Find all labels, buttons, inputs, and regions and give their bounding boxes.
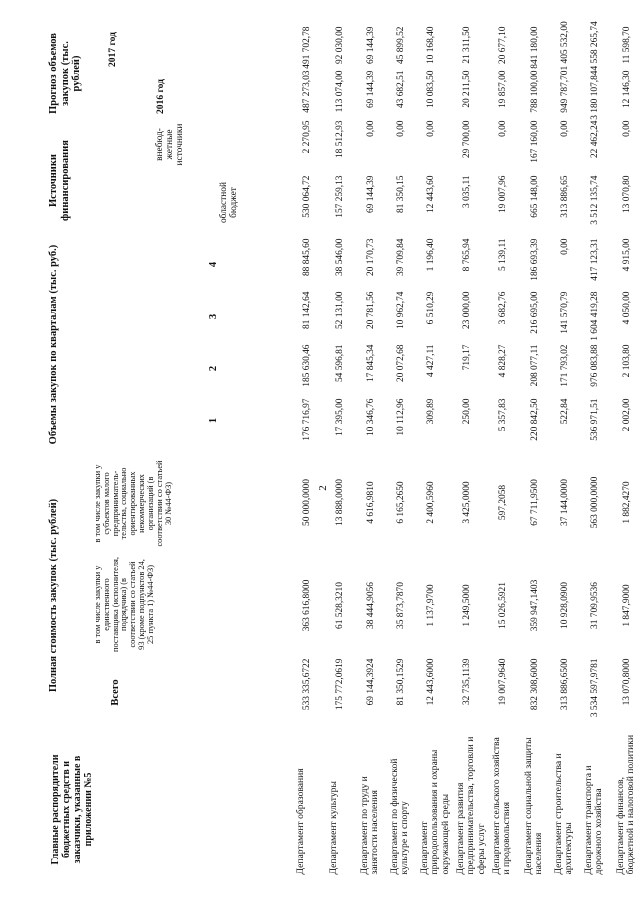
cell-quarter-4: 8 765,94 [462, 238, 472, 271]
cell-offbudget: 0,00 [560, 120, 570, 137]
cell-y2017: 20 677,10 [498, 26, 508, 64]
header-source-group: Источники финансирования [48, 139, 71, 221]
row-name: Департамент финансов, бюджетной и налоговой политики [615, 734, 637, 874]
cell-regional: 69 144,39 [366, 175, 376, 213]
cell-regional: 3 035,11 [462, 175, 472, 208]
cell-y2016: 10 083,50 [426, 70, 436, 108]
cell-quarter-3: 52 131,00 [335, 291, 345, 329]
row-name: Департамент развития предпринимательства, торговли и сферы услуг [455, 736, 487, 874]
cell-total: 12 443,6000 [426, 658, 436, 705]
header-regional-budget: областной бюджет [219, 181, 239, 223]
cell-y2017: 841 180,00 [530, 26, 540, 69]
cell-small: 563 000,0000 [590, 476, 600, 528]
cell-quarter-3: 20 781,56 [366, 291, 376, 329]
cell-total: 81 350,1529 [396, 658, 406, 705]
cell-quarter-2: 54 596,81 [335, 344, 345, 382]
cell-total: 69 144,3924 [366, 658, 376, 705]
cell-quarter-2: 719,17 [462, 344, 472, 370]
cell-y2017: 69 144,39 [366, 26, 376, 64]
cell-offbudget: 0,00 [498, 120, 508, 137]
cell-quarter-4: 1 196,40 [426, 238, 436, 271]
cell-single: 38 444,9056 [366, 581, 376, 629]
header-total: Всего [110, 678, 121, 706]
cell-offbudget: 0,00 [426, 120, 436, 137]
cell-quarter-1: 17 395,00 [335, 398, 345, 436]
row-name: Департамент по физической культуре и спорту [389, 758, 411, 874]
cell-single: 1 847,9000 [622, 583, 632, 627]
cell-small: 597,2058 [498, 484, 508, 520]
cell-quarter-3: 23 000,00 [462, 291, 472, 329]
cell-small: 13 888,0000 [335, 478, 345, 526]
cell-quarter-2: 171 793,02 [560, 344, 570, 387]
row-name: Департамент сельского хозяйства и продовольствия [491, 736, 513, 874]
header-small-business: в том числе закупки у субъектов малого предприниматель-тельства, социально ориентированных некоммерческих организаций (в соответствии со статьей 30 №44-ФЗ) [93, 459, 173, 547]
row-name: Департамент транспорта и дорожного хозяйства [583, 764, 605, 874]
cell-quarter-2: 20 072,68 [396, 344, 406, 382]
cell-regional: 19 007,96 [498, 175, 508, 213]
cell-offbudget: 0,00 [366, 120, 376, 137]
cell-offbudget: 167 160,00 [530, 120, 540, 163]
header-forecast-group: Прогноз объемов закупок (тыс. рублей) [48, 32, 83, 114]
cell-quarter-4: 417 123,31 [590, 238, 600, 281]
cell-regional: 13 070,80 [622, 175, 632, 213]
header-cost-group: Полная стоимость закупок (тыс. рублей) [48, 498, 59, 692]
cell-y2017: 4 558 265,74 [590, 20, 600, 70]
cell-quarter-3: 6 510,29 [426, 291, 436, 324]
cell-quarter-3: 10 962,74 [396, 291, 406, 329]
cell-regional: 313 886,65 [560, 175, 570, 218]
cell-quarter-1: 2 002,00 [622, 398, 632, 431]
cell-total: 313 886,6500 [560, 658, 570, 710]
cell-small: 6 165,2650 [396, 480, 406, 524]
header-year-2016: 2016 год [155, 78, 166, 114]
cell-quarter-4: 39 709,84 [396, 238, 406, 276]
cell-quarter-3: 81 142,64 [302, 291, 312, 329]
cell-total: 19 007,9640 [498, 658, 508, 705]
cell-quarter-4: 38 546,00 [335, 238, 345, 276]
cell-quarter-1: 176 716,97 [302, 398, 312, 441]
cell-y2017: 10 168,40 [426, 26, 436, 64]
cell-regional: 530 064,72 [302, 175, 312, 218]
cell-y2016: 788 100,00 [530, 70, 540, 113]
cell-quarter-2: 4 828,27 [498, 344, 508, 377]
cell-small: 50 000,0000 [302, 478, 312, 526]
row-name: Департамент природопользования и охраны окружающей среды [419, 749, 451, 874]
page-number: 2 [317, 485, 329, 491]
cell-single: 363 616,8000 [302, 579, 312, 631]
cell-total: 3 534 597,9781 [590, 658, 600, 717]
header-year-2017: 2017 год [107, 31, 118, 67]
cell-quarter-2: 208 077,11 [530, 344, 540, 386]
cell-single: 10 928,0900 [560, 581, 570, 629]
cell-regional: 665 148,00 [530, 175, 540, 218]
cell-quarter-1: 10 112,96 [396, 398, 406, 436]
procurement-table [30, 20, 637, 880]
cell-small: 1 882,4270 [622, 480, 632, 524]
cell-total: 175 772,0619 [335, 658, 345, 710]
cell-quarter-1: 522,84 [560, 398, 570, 424]
cell-total: 13 070,8000 [622, 658, 632, 705]
row-name: Департамент образования [295, 767, 306, 874]
header-quarter-group: Объемы закупок по кварталам (тыс. руб.) [48, 244, 59, 444]
cell-small: 37 144,0000 [560, 478, 570, 526]
header-single-supplier: в том числе закупки у единственного поставщика (исполнителя, подрядчика) (в соответствии со статьей 93 (кроме подпунктов 24, 25 пункта 1) №44-ФЗ) [93, 556, 155, 652]
cell-quarter-3: 141 570,79 [560, 291, 570, 334]
header-quarter-4: 4 [208, 261, 219, 267]
cell-total: 533 335,6722 [302, 658, 312, 710]
cell-total: 832 308,6000 [530, 658, 540, 710]
cell-single: 35 873,7870 [396, 581, 406, 629]
cell-offbudget: 0,00 [622, 120, 632, 137]
cell-quarter-1: 5 357,83 [498, 398, 508, 431]
cell-quarter-4: 0,00 [560, 238, 570, 255]
cell-y2016: 113 074,00 [335, 70, 345, 112]
header-quarter-2: 2 [208, 365, 219, 371]
cell-quarter-3: 216 695,00 [530, 291, 540, 334]
cell-quarter-4: 186 693,39 [530, 238, 540, 281]
cell-y2016: 43 682,51 [396, 70, 406, 108]
header-offbudget: внебюд-жетные источники [155, 123, 185, 165]
cell-y2016: 20 211,50 [462, 70, 472, 108]
cell-quarter-4: 4 915,00 [622, 238, 632, 271]
header-quarter-1: 1 [208, 417, 219, 423]
cell-offbudget: 18 512,93 [335, 120, 345, 158]
cell-y2017: 11 598,70 [622, 26, 632, 64]
cell-y2016: 19 857,00 [498, 70, 508, 108]
cell-quarter-2: 4 427,11 [426, 344, 436, 377]
cell-quarter-3: 3 682,76 [498, 291, 508, 324]
cell-single: 31 709,9536 [590, 581, 600, 629]
cell-quarter-4: 20 170,73 [366, 238, 376, 276]
cell-quarter-1: 536 971,51 [590, 398, 600, 441]
cell-quarter-2: 17 845,34 [366, 344, 376, 382]
cell-quarter-1: 250,00 [462, 398, 472, 424]
cell-regional: 3 512 135,74 [590, 175, 600, 225]
cell-regional: 12 443,60 [426, 175, 436, 213]
cell-quarter-3: 4 050,00 [622, 291, 632, 324]
row-name: Департамент социальной защиты населения [523, 736, 545, 874]
cell-quarter-2: 2 103,80 [622, 344, 632, 377]
cell-y2016: 3 180 107,84 [590, 70, 600, 120]
cell-single: 1 137,9700 [426, 583, 436, 627]
cell-small: 4 616,9810 [366, 480, 376, 524]
cell-regional: 81 350,15 [396, 175, 406, 213]
header-distributor: Главные распорядители бюджетных средств и заказчики, указанные в приложении №5 [50, 753, 94, 865]
cell-quarter-4: 88 845,60 [302, 238, 312, 276]
row-name: Департамент строительства и архитектуры [553, 752, 575, 874]
cell-single: 15 026,5921 [498, 581, 508, 629]
cell-offbudget: 22 462,24 [590, 120, 600, 158]
cell-small: 2 400,5960 [426, 480, 436, 524]
cell-single: 1 249,5000 [462, 583, 472, 627]
cell-quarter-3: 1 604 419,28 [590, 291, 600, 341]
cell-small: 3 425,0000 [462, 480, 472, 524]
cell-y2016: 12 146,30 [622, 70, 632, 108]
cell-total: 32 735,1139 [462, 658, 472, 705]
cell-y2017: 21 311,50 [462, 26, 472, 64]
cell-quarter-4: 5 139,11 [498, 238, 508, 271]
cell-regional: 157 259,13 [335, 175, 345, 218]
cell-y2016: 487 273,03 [302, 70, 312, 113]
cell-y2016: 69 144,39 [366, 70, 376, 108]
cell-y2017: 1 405 532,00 [560, 20, 570, 70]
cell-single: 61 528,3210 [335, 581, 345, 629]
cell-y2017: 491 702,78 [302, 26, 312, 69]
cell-quarter-2: 976 083,88 [590, 344, 600, 387]
cell-small: 67 711,9500 [530, 478, 540, 526]
cell-y2016: 949 787,70 [560, 70, 570, 113]
cell-y2017: 45 899,52 [396, 26, 406, 64]
row-name: Департамент по труду и занятости населения [359, 775, 381, 874]
cell-offbudget: 0,00 [396, 120, 406, 137]
cell-offbudget: 29 700,00 [462, 120, 472, 158]
cell-quarter-2: 185 630,46 [302, 344, 312, 387]
cell-quarter-1: 220 842,50 [530, 398, 540, 441]
cell-single: 359 947,1403 [530, 579, 540, 631]
header-quarter-3: 3 [208, 313, 219, 319]
row-name: Департамент культуры [328, 780, 339, 874]
cell-quarter-1: 10 346,76 [366, 398, 376, 436]
cell-y2017: 92 030,00 [335, 26, 345, 64]
cell-offbudget: 2 270,95 [302, 120, 312, 153]
cell-quarter-1: 309,89 [426, 398, 436, 424]
